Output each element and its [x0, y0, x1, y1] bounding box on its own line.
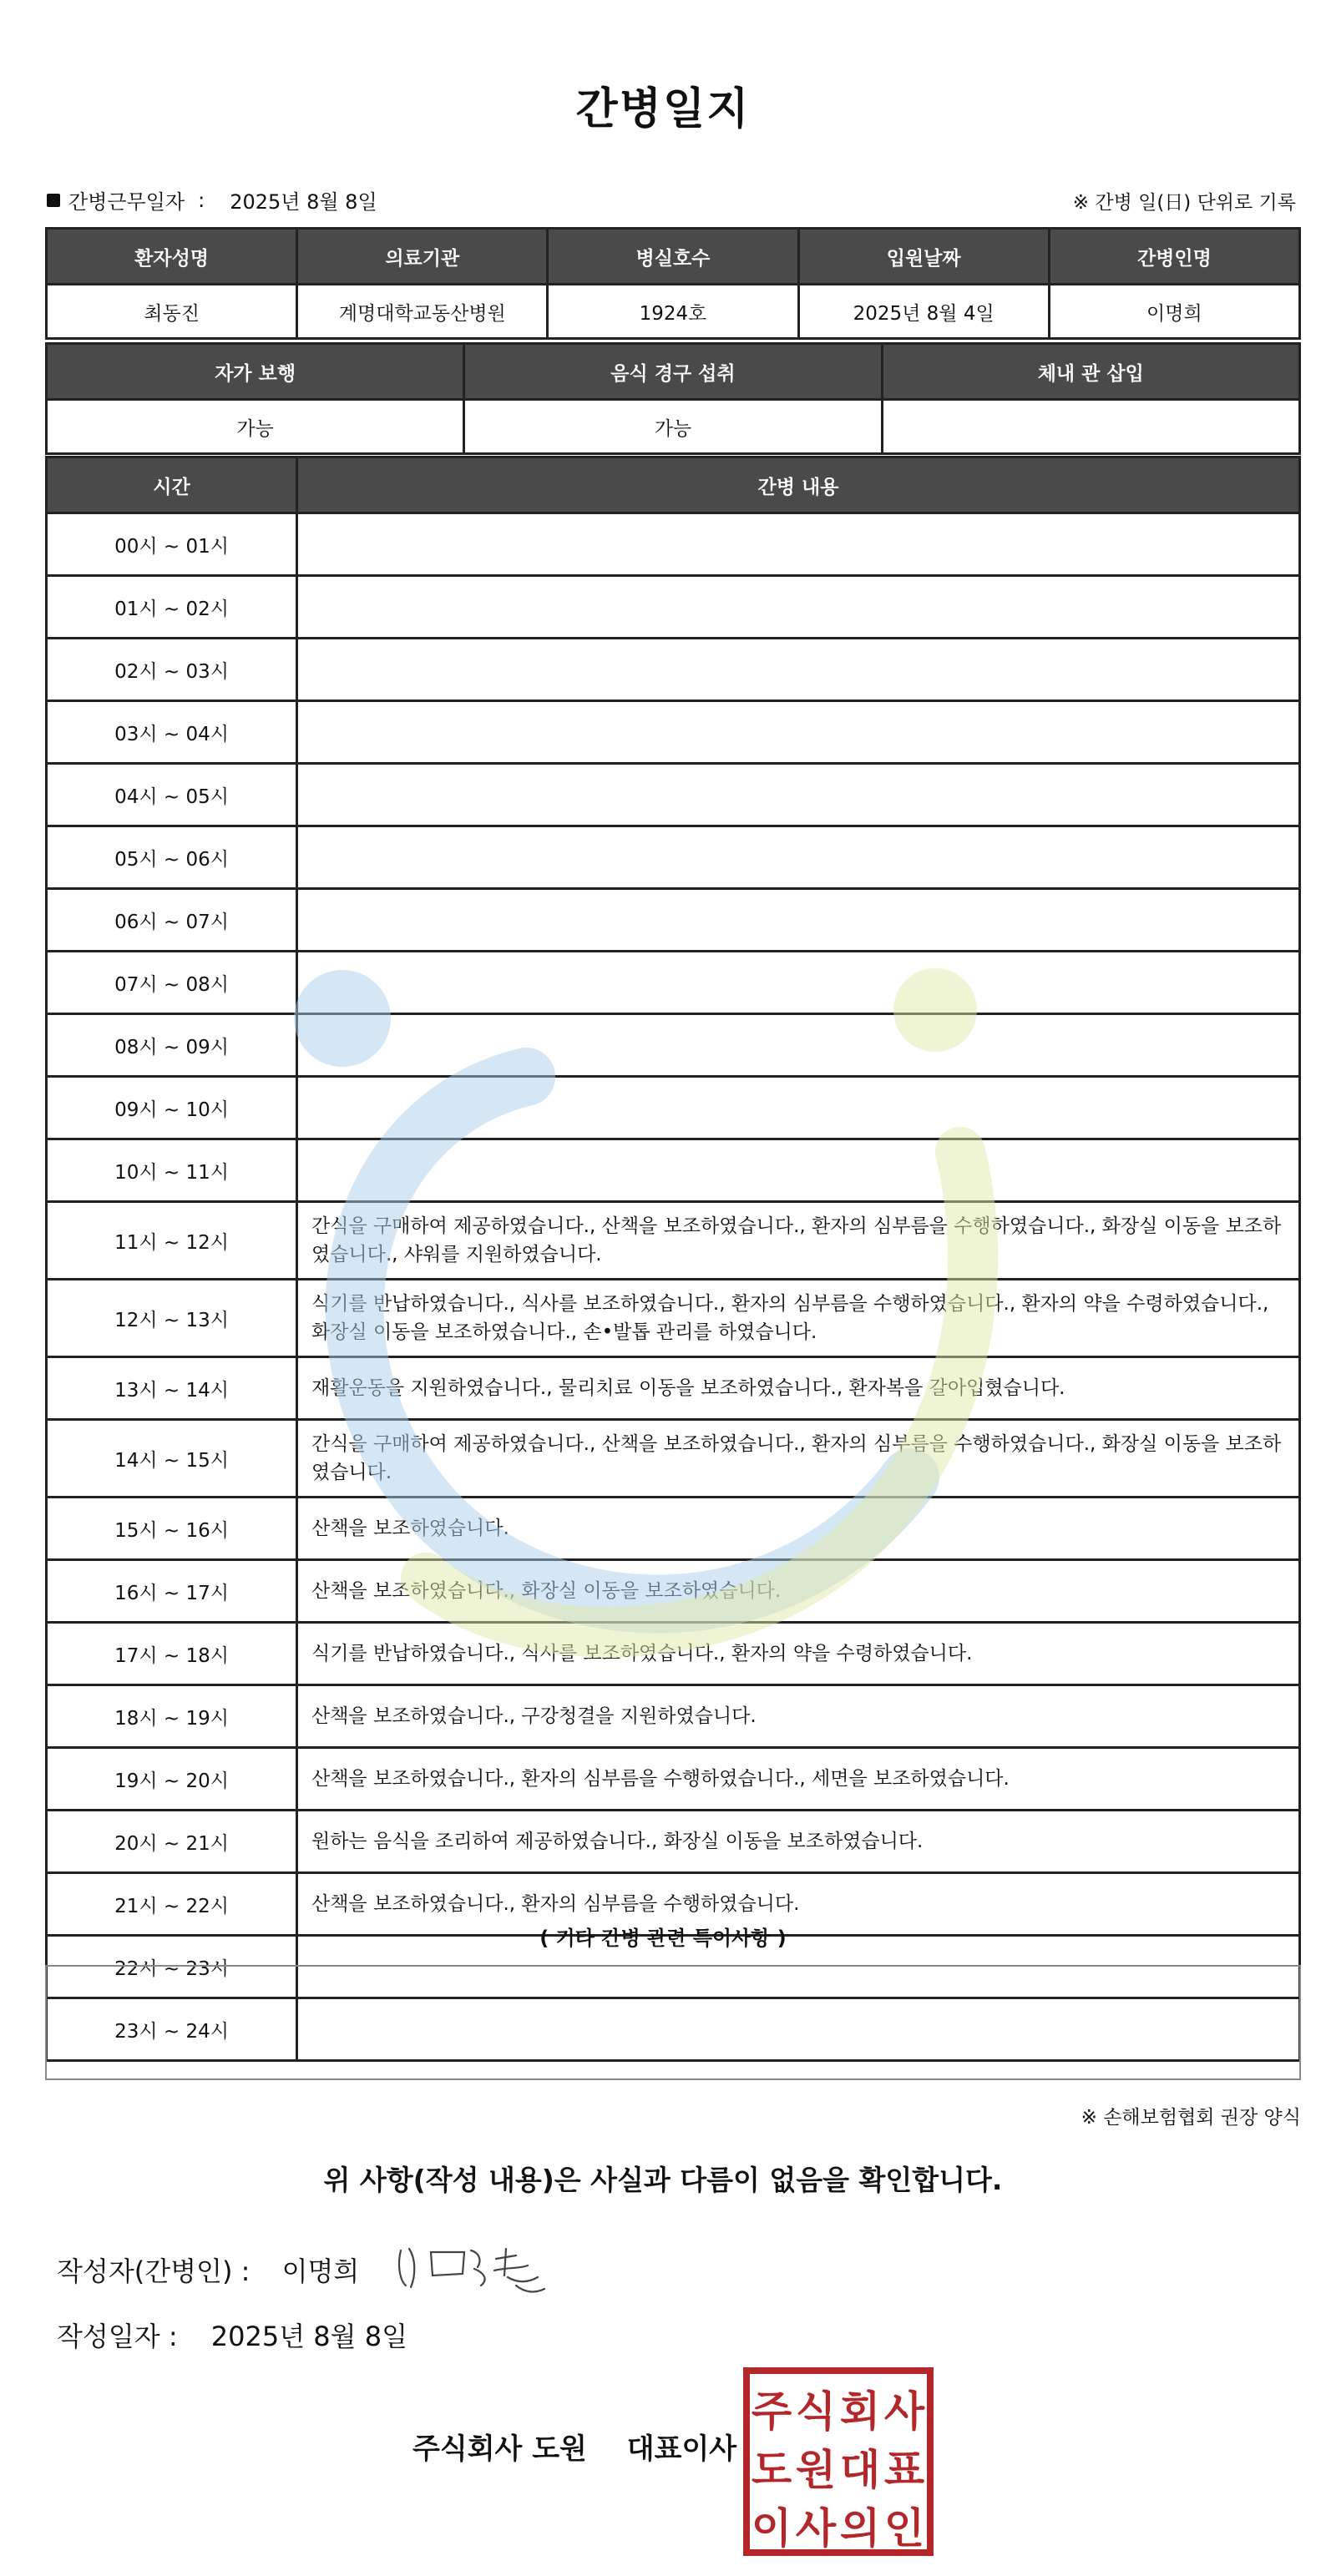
care-content: 산책을 보조하였습니다., 구강청결을 지원하였습니다. [297, 1685, 1300, 1748]
care-row [47, 1014, 1300, 1077]
confirmation-statement: 위 사항(작성 내용)은 사실과 다름이 없음을 확인합니다. [323, 2164, 1003, 2196]
care-content [297, 764, 1300, 826]
seal-character: 식 [795, 2387, 837, 2436]
care-row [47, 1685, 1300, 1748]
care-time: 20시 ~ 21시 [47, 1811, 297, 1873]
seal-character: 주 [751, 2387, 792, 2436]
care-content [297, 576, 1300, 639]
care-time: 23시 ~ 24시 [47, 1998, 297, 2061]
care-time: 07시 ~ 08시 [47, 952, 297, 1014]
care-row [47, 1077, 1300, 1139]
company-seal-stamp [741, 2366, 935, 2558]
header-admission-date: 입원날짜 [798, 229, 1049, 285]
care-time: 01시 ~ 02시 [47, 576, 297, 639]
care-content [297, 1077, 1300, 1139]
patient-info-table [45, 227, 1301, 340]
write-date-value: 2025년 8월 8일 [210, 2321, 408, 2352]
care-time: 12시 ~ 13시 [47, 1280, 297, 1357]
care-time: 17시 ~ 18시 [47, 1623, 297, 1685]
seal-character: 원 [795, 2446, 837, 2494]
care-row [47, 1139, 1300, 1202]
seal-character: 표 [883, 2446, 925, 2494]
care-time: 05시 ~ 06시 [47, 826, 297, 889]
care-row [47, 1357, 1300, 1420]
header-self-walking: 자가 보행 [47, 344, 464, 400]
care-time: 16시 ~ 17시 [47, 1560, 297, 1623]
care-content [297, 889, 1300, 952]
seal-character: 의 [839, 2504, 881, 2553]
association-note: ※ 손해보험협회 권장 양식 [1081, 2107, 1301, 2129]
care-content: 간식을 구매하여 제공하였습니다., 산책을 보조하였습니다., 환자의 심부름을 수행하였습니다., 화장실 이동을 보조하였습니다., 샤워를 지원하였습니다. [297, 1202, 1300, 1280]
author-name: 이명희 [281, 2255, 360, 2287]
care-content: 산책을 보조하였습니다., 환자의 심부름을 수행하였습니다. [297, 1873, 1300, 1936]
care-time: 15시 ~ 16시 [47, 1498, 297, 1560]
care-time: 04시 ~ 05시 [47, 764, 297, 826]
care-content: 산책을 보조하였습니다., 환자의 심부름을 수행하였습니다., 세면을 보조하였습니다. [297, 1748, 1300, 1811]
care-time: 22시 ~ 23시 [47, 1936, 297, 1998]
care-log-table [45, 456, 1301, 2062]
seal-character: 이 [751, 2504, 792, 2553]
admission-date: 2025년 8월 4일 [798, 285, 1049, 339]
header-room: 병실호수 [548, 229, 798, 285]
write-date-label: 작성일자 : [57, 2321, 178, 2352]
seal-character: 회 [839, 2387, 881, 2436]
company-name: 주식회사 도원 [412, 2432, 587, 2466]
work-date-value: 2025년 8월 8일 [230, 190, 377, 214]
header-hospital: 의료기관 [297, 229, 548, 285]
care-time: 10시 ~ 11시 [47, 1139, 297, 1202]
care-content [297, 701, 1300, 764]
care-row [47, 576, 1300, 639]
tube-insertion-value [882, 400, 1299, 454]
hospital-name: 계명대학교동산병원 [297, 285, 548, 339]
unit-note: ※ 간병 일(日) 단위로 기록 [1072, 192, 1296, 214]
care-time: 14시 ~ 15시 [47, 1420, 297, 1498]
author-line [57, 2250, 359, 2289]
seal-character: 사 [883, 2387, 925, 2436]
care-row [47, 1811, 1300, 1873]
seal-character: 사 [795, 2504, 837, 2553]
care-row [47, 1202, 1300, 1280]
header-tube-insertion: 체내 관 삽입 [882, 344, 1299, 400]
self-walking-value: 가능 [47, 400, 464, 454]
patient-name: 최동진 [47, 285, 297, 339]
seal-character: 인 [883, 2504, 925, 2553]
company-line [412, 2426, 736, 2467]
patient-condition-table [45, 342, 1301, 455]
author-label: 작성자(간병인) : [57, 2255, 251, 2287]
care-content: 산책을 보조하였습니다. [297, 1498, 1300, 1560]
write-date-line [57, 2316, 407, 2354]
care-row [47, 701, 1300, 764]
care-row [47, 826, 1300, 889]
care-content [297, 1139, 1300, 1202]
care-content [297, 1014, 1300, 1077]
caregiver-name: 이명희 [1049, 285, 1299, 339]
care-row [47, 1280, 1300, 1357]
work-date-separator: : [198, 188, 205, 212]
header-caregiver-name: 간병인명 [1049, 229, 1299, 285]
care-time: 11시 ~ 12시 [47, 1202, 297, 1280]
seal-character: 도 [751, 2446, 792, 2494]
care-row [47, 1498, 1300, 1560]
care-time: 03시 ~ 04시 [47, 701, 297, 764]
care-content [297, 513, 1300, 576]
care-time: 00시 ~ 01시 [47, 513, 297, 576]
care-row [47, 1420, 1300, 1498]
care-content: 재활운동을 지원하였습니다., 물리치료 이동을 보조하였습니다., 환자복을 갈아입혔습니다. [297, 1357, 1300, 1420]
room-number: 1924호 [548, 285, 798, 339]
remarks-title: ( 기타 간병 관련 특이사항 ) [539, 1927, 787, 1950]
oral-intake-value: 가능 [464, 400, 882, 454]
handwritten-signature [391, 2234, 558, 2301]
care-time: 02시 ~ 03시 [47, 639, 297, 701]
care-time: 09시 ~ 10시 [47, 1077, 297, 1139]
care-content: 원하는 음식을 조리하여 제공하였습니다., 화장실 이동을 보조하였습니다. [297, 1811, 1300, 1873]
care-time: 08시 ~ 09시 [47, 1014, 297, 1077]
care-content: 산책을 보조하였습니다., 화장실 이동을 보조하였습니다. [297, 1560, 1300, 1623]
page-title: 간병일지 [575, 84, 751, 134]
care-row [47, 764, 1300, 826]
work-date-label: 간병근무일자 [68, 190, 185, 214]
header-oral-intake: 음식 경구 섭취 [464, 344, 882, 400]
care-content: 식기를 반납하였습니다., 식사를 보조하였습니다., 환자의 심부름을 수행하였습니다., 환자의 약을 수령하였습니다., 화장실 이동을 보조하였습니다., 손•발톱 관리를 하였습니다. [297, 1280, 1300, 1357]
square-bullet-icon [47, 194, 60, 207]
care-row [47, 1623, 1300, 1685]
seal-character: 대 [839, 2446, 881, 2494]
care-time: 19시 ~ 20시 [47, 1748, 297, 1811]
care-row [47, 1748, 1300, 1811]
care-time: 18시 ~ 19시 [47, 1685, 297, 1748]
care-time: 13시 ~ 14시 [47, 1357, 297, 1420]
care-content [297, 952, 1300, 1014]
care-row [47, 513, 1300, 576]
header-time: 시간 [47, 457, 297, 513]
care-row [47, 952, 1300, 1014]
header-care-content: 간병 내용 [297, 457, 1300, 513]
care-time: 06시 ~ 07시 [47, 889, 297, 952]
care-time: 21시 ~ 22시 [47, 1873, 297, 1936]
care-content [297, 639, 1300, 701]
care-row [47, 1560, 1300, 1623]
header-patient-name: 환자성명 [47, 229, 297, 285]
care-row [47, 639, 1300, 701]
care-content: 간식을 구매하여 제공하였습니다., 산책을 보조하였습니다., 환자의 심부름을 수행하였습니다., 화장실 이동을 보조하였습니다. [297, 1420, 1300, 1498]
representative-title: 대표이사 [626, 2432, 737, 2466]
care-content [297, 826, 1300, 889]
care-content: 식기를 반납하였습니다., 식사를 보조하였습니다., 환자의 약을 수령하였습니다. [297, 1623, 1300, 1685]
care-row [47, 889, 1300, 952]
work-date [47, 185, 377, 215]
remarks-box [45, 1965, 1301, 2080]
